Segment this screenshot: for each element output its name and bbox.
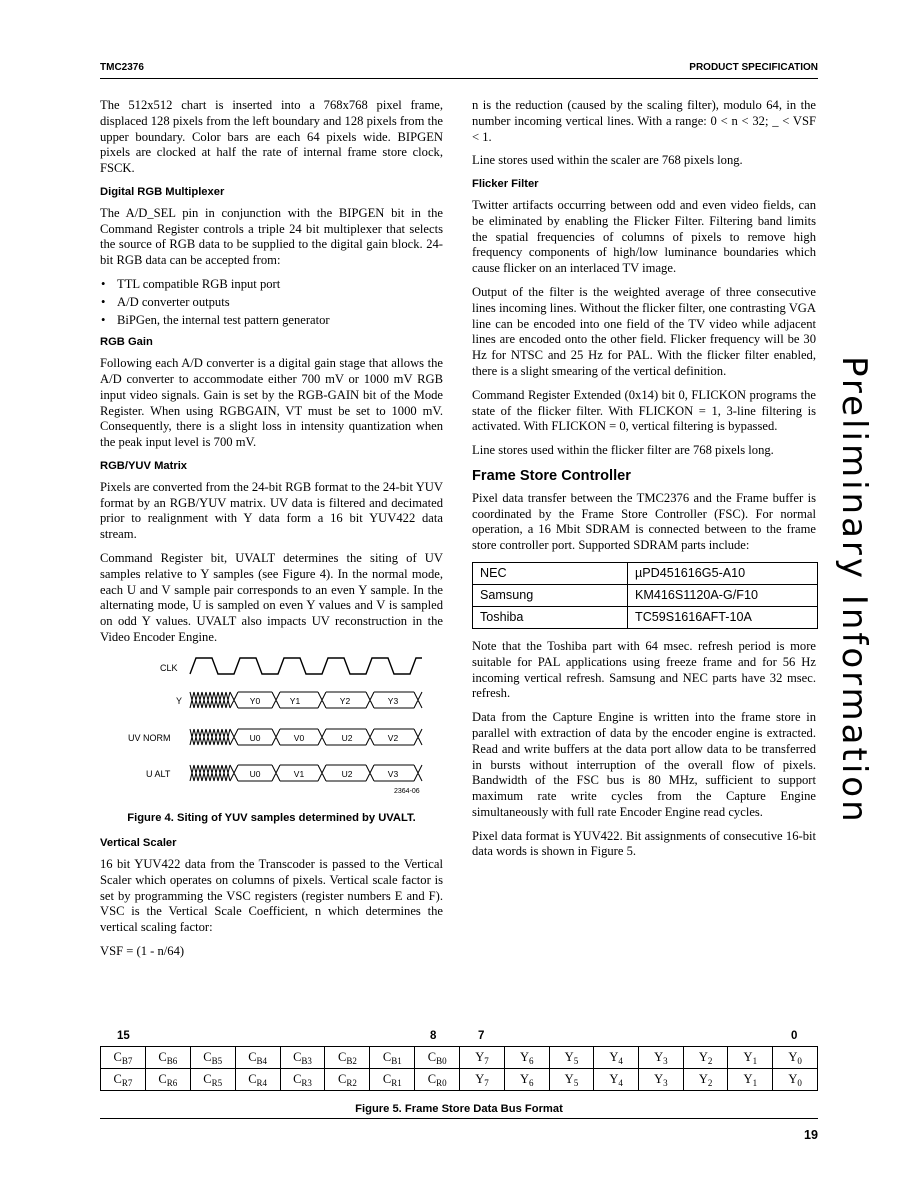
bus-bit-cell [594, 1069, 639, 1091]
bit-subscript: 1 [752, 1055, 758, 1066]
alt-sample-2: U2 [341, 768, 353, 779]
bit-letter: C [113, 1049, 122, 1064]
bus-bit-cell [190, 1069, 235, 1091]
bit-letter: Y [609, 1049, 619, 1064]
y-label: Y [176, 695, 183, 706]
bus-bit-cell [145, 1069, 190, 1091]
bus-bit-cell [504, 1047, 549, 1069]
bus-bit-cell [415, 1047, 460, 1069]
bus-bit-cell [683, 1047, 728, 1069]
bit-letter: C [382, 1071, 392, 1086]
bit-letter: C [337, 1049, 347, 1064]
bit-subscript: R2 [346, 1077, 357, 1088]
bus-bit-cell [460, 1069, 505, 1091]
heading-digital-rgb-multiplexer: Digital RGB Multiplexer [100, 185, 225, 198]
paragraph-vertical-scaler: 16 bit YUV422 data from the Transcoder is passed to the Vertical Scaler which operates on columns of pixels. Vertical scale factor is set by programming the VSC registers (register numbers E and F). VSC is the Vertical Scale Coefficient, n which determines the vertical scaling factor: [100, 857, 443, 935]
bit-letter: C [248, 1049, 257, 1064]
paragraph-fsc-1: Pixel data transfer between the TMC2376 and the Frame buffer is coordinated by the Frame Store Controller (FSC). For normal operation, a 16 Mbit SDRAM is connected between to the frame store controller port. Supported SDRAM parts include: [472, 490, 816, 553]
bit-letter: Y [475, 1049, 485, 1064]
paragraph-scaler-line-stores: Line stores used within the scaler are 768 pixels long. [472, 153, 743, 168]
bit-subscript: B7 [121, 1055, 133, 1066]
paragraph-flicker-1: Twitter artifacts occurring between odd and even video fields, can be eliminated by enabling the Flicker Filter. Filtering band limits the spatial frequencies of columns of pixels to remove high frequency components of high/low luminance boundaries which cause flicker on an interlaced TV image. [472, 197, 816, 276]
bit-subscript: R4 [256, 1077, 268, 1088]
bit-letter: C [427, 1049, 437, 1064]
bus-bit-cell [773, 1069, 818, 1091]
paragraph-yuv-1: Pixels are converted from the 24-bit RGB format to the 24-bit YUV format by an RGB/YUV matrix. UV data is filtered and decimated prior to realignment with Y data form a 16 bit YUV422 data stream. [100, 479, 443, 542]
bit-letter: Y [788, 1049, 798, 1064]
bit-subscript: 4 [618, 1077, 623, 1088]
bus-bit-cell [773, 1047, 818, 1069]
vendor-cell: NEC [473, 562, 628, 584]
bus-bit-cell [325, 1047, 370, 1069]
bus-bit-cell [101, 1069, 146, 1091]
bus-bit-cell [415, 1069, 460, 1091]
paragraph-fsc-4: Pixel data format is YUV422. Bit assignments of consecutive 16-bit data words is shown in Figure 5. [472, 828, 816, 859]
heading-rgb-yuv-matrix: RGB/YUV Matrix [100, 459, 188, 472]
bus-bit-cell [190, 1047, 235, 1069]
header-doc-type: PRODUCT SPECIFICATION [689, 62, 818, 73]
bit-subscript: B2 [346, 1055, 357, 1066]
table-row [101, 1069, 818, 1091]
bit-subscript: 4 [618, 1055, 623, 1066]
bit-subscript: 2 [707, 1077, 713, 1088]
paragraph-flicker-2: Output of the filter is the weighted average of three consecutive lines incoming lines. Without the flicker filter, one contrasting VGA line can be encoded into one field of the TV video while adjacent lines are encoded onto the other field. Flicker frequency will be 30 Hz for NTSC and 25 Hz for PAL. With the flicker filter enabled, there is a slight smearing of the vertical definition. [472, 284, 816, 378]
bit-letter: C [158, 1071, 167, 1086]
bus-bit-cell [280, 1069, 325, 1091]
bit-letter: Y [654, 1071, 664, 1086]
norm-sample-3: V2 [387, 732, 399, 743]
bit-subscript: 3 [663, 1055, 668, 1066]
bus-bit-cell [639, 1047, 684, 1069]
bit-label-0: 0 [791, 1030, 798, 1042]
heading-flicker-filter: Flicker Filter [472, 178, 539, 191]
bit-letter: Y [698, 1071, 708, 1086]
bus-format-table [100, 1046, 818, 1091]
y-sample-3: Y3 [387, 695, 399, 706]
source-list [100, 277, 443, 328]
bit-letter: Y [698, 1049, 708, 1064]
list-item: • BiPGen, the internal test pattern generator [100, 313, 443, 329]
bit-subscript: 5 [573, 1055, 579, 1066]
uv-alt-label: U ALT [146, 768, 171, 779]
bit-letter: Y [564, 1049, 574, 1064]
table-row [473, 562, 818, 584]
page-number: 19 [803, 1128, 818, 1142]
bit-subscript: B1 [391, 1055, 402, 1066]
bit-letter: Y [743, 1049, 753, 1064]
bit-subscript: B0 [436, 1055, 447, 1066]
bit-letter: Y [475, 1071, 485, 1086]
bit-subscript: 6 [528, 1077, 534, 1088]
formula-vsf: VSF = (1 - n/64) [100, 944, 185, 959]
bit-subscript: R1 [391, 1077, 402, 1088]
bit-subscript: R6 [166, 1077, 178, 1088]
bit-letter: Y [519, 1049, 529, 1064]
part-cell: µPD451616G5-A10 [628, 562, 818, 584]
alt-sample-0: U0 [249, 768, 261, 779]
bus-bit-cell [235, 1047, 280, 1069]
bus-bit-cell [145, 1047, 190, 1069]
uv-norm-label: UV NORM [128, 732, 171, 743]
bit-subscript: 7 [484, 1055, 489, 1066]
bus-bit-cell [460, 1047, 505, 1069]
bus-bit-cell [235, 1069, 280, 1091]
norm-sample-0: U0 [249, 732, 261, 743]
paragraph-gain: Following each A/D converter is a digital gain stage that allows the A/D converter to accommodate either 700 mV or 1000 mV RGB input video signals. Gain is set by the RGB-GAIN bit of the Mode Register. When using RGBGAIN, VT must be set to 1000 mV. Consequently, there is a slight loss in intensity quantization when the peak input level is 700 mV. [100, 356, 443, 450]
table-row [101, 1047, 818, 1069]
bit-letter: C [158, 1049, 167, 1064]
bit-letter: C [337, 1071, 347, 1086]
y-sample-1: Y1 [289, 695, 301, 706]
figure-5-bus-format [100, 1030, 818, 1091]
bus-bit-cell [549, 1047, 594, 1069]
bus-bit-cell [370, 1069, 415, 1091]
heading-vertical-scaler: Vertical Scaler [100, 837, 177, 850]
list-item: • TTL compatible RGB input port [100, 277, 443, 293]
bit-letter: C [293, 1071, 302, 1086]
bus-bit-cell [504, 1069, 549, 1091]
paragraph-fsc-3: Data from the Capture Engine is written into the frame store in parallel with extraction of data by the encoder engine is extracted. Read and write buffers at the data port allow data to be transferred in bursts without interruption of the overall flow of pixels. Bandwidth of the FSC bus is 80 MHz, sufficient to support maximum rate write cycles from the Capture Engine simultaneously with full rate Encoder Engine read cycles. [472, 710, 816, 819]
side-label: Preliminary Information [834, 356, 874, 825]
bus-bit-cell [683, 1069, 728, 1091]
figure-code: 2364-06 [394, 787, 420, 795]
bit-letter: Y [609, 1071, 619, 1086]
bit-subscript: R7 [121, 1077, 133, 1088]
y-sample-2: Y2 [339, 695, 351, 706]
header-rule [100, 78, 818, 79]
bit-subscript: 0 [797, 1077, 802, 1088]
bit-subscript: B3 [301, 1055, 312, 1066]
bus-bit-cell [280, 1047, 325, 1069]
bus-bit-cell [594, 1047, 639, 1069]
footer-rule [100, 1118, 818, 1119]
bit-subscript: R3 [301, 1077, 312, 1088]
bit-letter: Y [788, 1071, 798, 1086]
left-column [100, 98, 443, 968]
heading-rgb-gain: RGB Gain [100, 336, 153, 349]
bit-letter: Y [654, 1049, 664, 1064]
bus-bit-cell [639, 1069, 684, 1091]
bit-letter: Y [743, 1071, 753, 1086]
bit-letter: C [113, 1071, 122, 1086]
paragraph-flicker-3: Command Register Extended (0x14) bit 0, FLICKON programs the state of the flicker filter. With FLICKON = 1, 3-line filtering is activated. With FLICKON = 0, vertical filtering is bypassed. [472, 387, 816, 434]
bit-number-row [100, 1030, 818, 1044]
bit-subscript: 2 [707, 1055, 713, 1066]
bit-subscript: B6 [166, 1055, 178, 1066]
bit-subscript: 3 [663, 1077, 668, 1088]
bit-subscript: R5 [211, 1077, 223, 1088]
y-sample-0: Y0 [249, 695, 261, 706]
bus-bit-cell [101, 1047, 146, 1069]
bit-subscript: B4 [256, 1055, 268, 1066]
bit-letter: C [382, 1049, 392, 1064]
alt-sample-1: V1 [293, 768, 305, 779]
alt-sample-3: V3 [387, 768, 399, 779]
bit-letter: C [203, 1071, 212, 1086]
bit-label-7: 7 [478, 1030, 485, 1042]
bit-subscript: 0 [797, 1055, 802, 1066]
bus-bit-cell [370, 1047, 415, 1069]
header-part-number: TMC2376 [100, 62, 144, 73]
figure-5-caption: Figure 5. Frame Store Data Bus Format [355, 1103, 563, 1115]
paragraph-chart-intro: The 512x512 chart is inserted into a 768x768 pixel frame, displaced 128 pixels from the left boundary and 128 pixels from the upper boundary. Color bars are each 64 pixels wide. BIPGEN pixels are clocked at half the rate of internal frame store clock, FSCK. [100, 98, 443, 176]
bit-letter: C [203, 1049, 212, 1064]
paragraph-fsc-2: Note that the Toshiba part with 64 msec. refresh period is more suitable for PAL applications using freeze frame and for 56 Hz incoming vertical refresh. Samsung and NEC parts have 32 msec. refresh. [472, 638, 816, 701]
clk-waveform [190, 658, 422, 674]
bit-letter: C [248, 1071, 257, 1086]
bit-letter: C [293, 1049, 302, 1064]
bit-label-8: 8 [430, 1030, 437, 1042]
bit-letter: Y [519, 1071, 529, 1086]
figure-4-timing-diagram [100, 654, 443, 809]
part-cell: TC59S1616AFT-10A [628, 606, 818, 628]
paragraph-scaling-range: n is the reduction (caused by the scaling filter), modulo 64, in the number incoming vertical lines. With a range: 0 < n < 32; _ < VSF < 1. [472, 98, 816, 144]
timing-diagram-svg [100, 654, 443, 804]
sdram-parts-table [472, 562, 818, 629]
bit-subscript: 7 [484, 1077, 489, 1088]
paragraph-flicker-4: Line stores used within the flicker filter are 768 pixels long. [472, 443, 774, 458]
bit-letter: C [427, 1071, 437, 1086]
figure-4-caption: Figure 4. Siting of YUV samples determined by UVALT. [127, 811, 416, 824]
heading-frame-store-controller: Frame Store Controller [472, 467, 631, 484]
bus-bit-cell [728, 1069, 773, 1091]
vendor-cell: Samsung [473, 584, 628, 606]
preliminary-information-sidebar [834, 356, 876, 825]
paragraph-yuv-2: Command Register bit, UVALT determines the siting of UV samples relative to Y samples (see Figure 4). In the normal mode, each U and V sample pair corresponds to an even Y sample. In the alternating mode, U is sampled on even Y values and V is sampled on odd Y values. UVALT also impacts UV reconstruction in the Video Encoder Engine. [100, 550, 443, 644]
table-row [473, 584, 818, 606]
list-item: • A/D converter outputs [100, 295, 443, 311]
part-cell: KM416S1120A-G/F10 [628, 584, 818, 606]
bus-bit-cell [325, 1069, 370, 1091]
vendor-cell: Toshiba [473, 606, 628, 628]
paragraph-mux: The A/D_SEL pin in conjunction with the BIPGEN bit in the Command Register controls a triple 24 bit multiplexer that selects the source of RGB data to be supplied to the digital gain block. 24-bit RGB data can be accepted from: [100, 205, 443, 268]
right-column [472, 98, 816, 868]
clk-label: CLK [160, 662, 178, 673]
bit-subscript: R0 [436, 1077, 447, 1088]
bit-subscript: B5 [211, 1055, 223, 1066]
table-row [473, 606, 818, 628]
bit-subscript: 6 [528, 1055, 534, 1066]
bit-letter: Y [564, 1071, 574, 1086]
bus-bit-cell [549, 1069, 594, 1091]
bit-subscript: 5 [573, 1077, 579, 1088]
bit-subscript: 1 [752, 1077, 758, 1088]
bit-label-15: 15 [117, 1030, 130, 1042]
bus-bit-cell [728, 1047, 773, 1069]
norm-sample-1: V0 [293, 732, 305, 743]
norm-sample-2: U2 [341, 732, 353, 743]
